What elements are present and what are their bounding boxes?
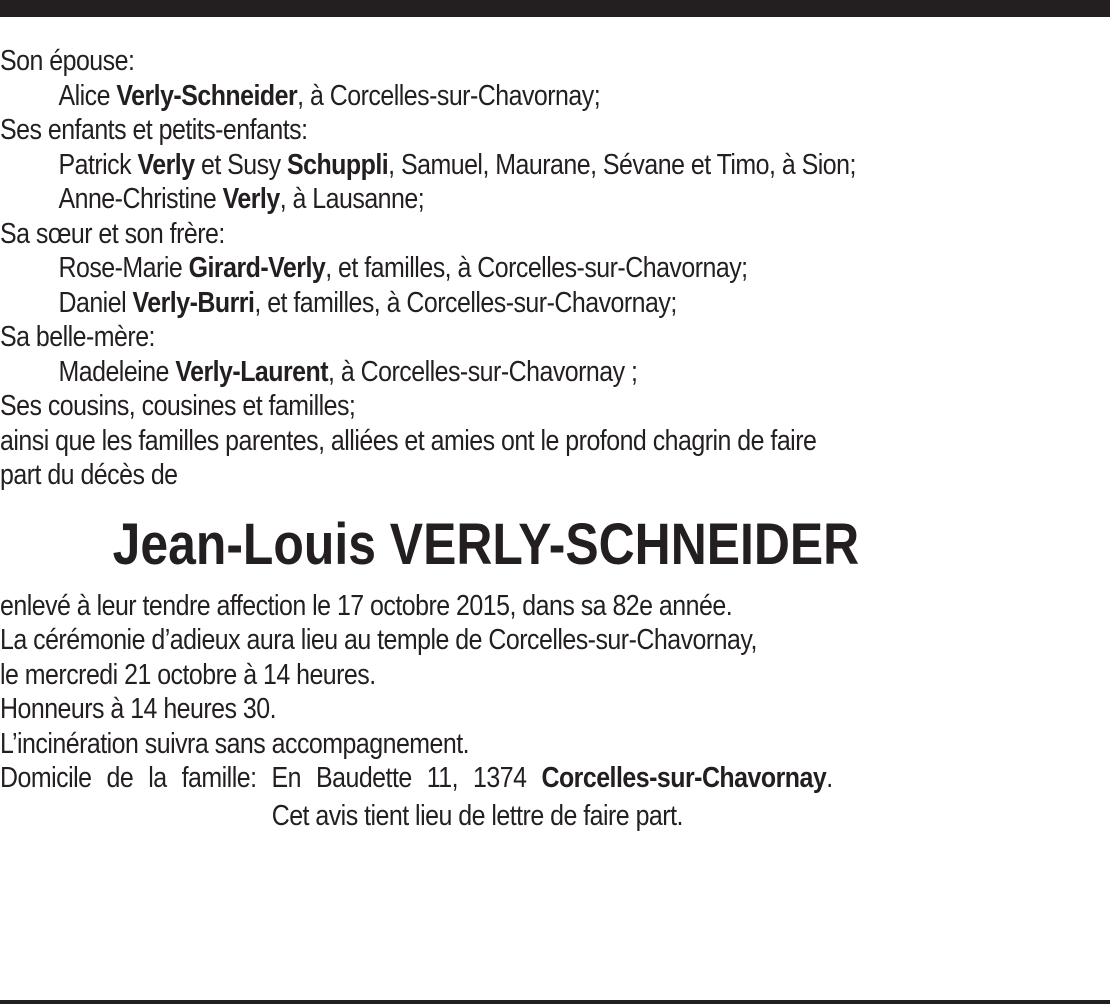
detail-line: L’incinération suivra sans accompagnement. (0, 727, 470, 760)
announcement-line: part du décès de (0, 459, 178, 491)
spouse-entry: Alice Verly-Schneider, à Corcelles-sur-Chavornay; (58, 79, 601, 112)
top-rule (0, 0, 1110, 17)
mother-in-law-entry: Madeleine Verly-Laurent, à Corcelles-sur-Chavornay ; (58, 355, 638, 388)
siblings-heading: Sa sœur et son frère: (0, 217, 225, 250)
announcement-line: ainsi que les familles parentes, alliées et amies ont le profond chagrin de faire (0, 424, 817, 457)
detail-line: Honneurs à 14 heures 30. (0, 693, 277, 725)
sibling-entry: Daniel Verly-Burri, et familles, à Corcelles-sur-Chavornay; (58, 286, 677, 319)
domicile-line: Domicile de la famille: En Baudette 11, 1374 Corcelles-sur-Chavornay. (0, 762, 833, 794)
children-entry: Patrick Verly et Susy Schuppli, Samuel, Maurane, Sévane et Timo, à Sion; (58, 148, 856, 181)
detail-line: La cérémonie d’adieux aura lieu au temple de Corcelles-sur-Chavornay, (0, 624, 757, 656)
closing-line: Cet avis tient lieu de lettre de faire part. (271, 799, 683, 832)
detail-line: enlevé à leur tendre affection le 17 octobre 2015, dans sa 82e année. (0, 589, 733, 622)
detail-line: le mercredi 21 octobre à 14 heures. (0, 658, 376, 691)
children-heading: Ses enfants et petits-enfants: (0, 114, 308, 146)
deceased-name: Jean-Louis VERLY-SCHNEIDER (112, 511, 860, 577)
bottom-rule (0, 1000, 1110, 1004)
mother-in-law-heading: Sa belle-mère: (0, 321, 155, 353)
children-entry: Anne-Christine Verly, à Lausanne; (58, 183, 425, 215)
cousins-line: Ses cousins, cousines et familles; (0, 390, 356, 422)
obituary-notice (0, 44, 1109, 833)
sibling-entry: Rose-Marie Girard-Verly, et familles, à Corcelles-sur-Chavornay; (58, 252, 748, 284)
spouse-heading: Son épouse: (0, 45, 135, 77)
